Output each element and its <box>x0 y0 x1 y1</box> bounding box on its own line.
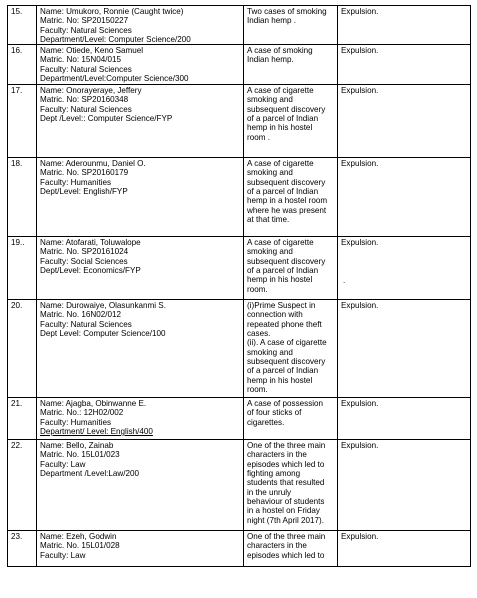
faculty: Faculty: Law <box>40 550 86 560</box>
offence <box>244 45 338 85</box>
student-details <box>37 300 244 398</box>
student-name: Name: Otiede, Keno Samuel <box>40 46 144 56</box>
offence-line: in the unruly <box>247 487 292 497</box>
offence-line: students that resulted <box>247 478 325 488</box>
serial-number: 21. <box>8 398 37 440</box>
student-name: Name: Umukoro, Ronnie (Caught twice) <box>40 7 184 16</box>
student-name: Name: Ezeh, Godwin <box>40 532 117 542</box>
offence-line: smoking and <box>247 247 293 257</box>
offence-line: subsequent discovery <box>247 177 326 187</box>
student-name: Name: Aderounmu, Daniel O. <box>40 159 146 169</box>
matric-number: Matric. No: SP20150227 <box>40 16 129 26</box>
student-details <box>37 45 244 85</box>
serial-number: 19.. <box>8 237 37 300</box>
department-level: Dept Level: Computer Science/100 <box>40 329 166 339</box>
offence-line: subsequent discovery <box>247 104 326 114</box>
offence-line: Two cases of smoking <box>247 7 327 16</box>
table-row <box>8 440 471 531</box>
offence-line: smoking and <box>247 347 293 357</box>
offence-line: of a parcel of Indian <box>247 114 319 124</box>
penalty: Expulsion. <box>338 300 471 398</box>
table-row <box>8 158 471 237</box>
table-row <box>8 237 471 300</box>
department-level: Department/Level: Computer Science/200 <box>40 34 191 44</box>
penalty-text: Expulsion. <box>341 238 379 248</box>
department-level: Department /Level:Law/200 <box>40 469 139 479</box>
offence-line: night (7th April 2017). <box>247 515 324 525</box>
table-row <box>8 531 471 567</box>
offence-line: smoking and <box>247 168 293 178</box>
matric-number: Matric. No. SP20160179 <box>40 168 129 178</box>
matric-number: Matric. No. SP20161024 <box>40 247 129 257</box>
offence <box>244 85 338 158</box>
penalty: Expulsion. <box>338 531 471 567</box>
penalty-note: . <box>343 276 346 286</box>
student-name: Name: Bello, Zainab <box>40 441 114 451</box>
faculty: Faculty: Social Sciences <box>40 256 128 266</box>
student-details <box>37 440 244 531</box>
student-name: Name: Ajagba, Obinwanne E. <box>40 399 147 409</box>
offence-line: of a parcel of Indian <box>247 187 319 197</box>
penalty: Expulsion. <box>338 440 471 531</box>
offence-line: episodes which led to <box>247 459 325 469</box>
faculty: Faculty: Natural Sciences <box>40 104 132 114</box>
offence <box>244 6 338 45</box>
offence <box>244 531 338 567</box>
faculty: Faculty: Law <box>40 459 86 469</box>
penalty: Expulsion. <box>338 398 471 440</box>
offence-line: characters in the <box>247 541 307 551</box>
penalty: Expulsion. <box>338 85 471 158</box>
offence-line: repeated phone theft <box>247 319 322 329</box>
department-level: Dept /Level:: Computer Science/FYP <box>40 114 173 124</box>
table-row <box>8 85 471 158</box>
offence-line: hemp in a hostel room <box>247 196 328 206</box>
offence-line: hemp in his hostel <box>247 275 313 285</box>
offence-line: One of the three main <box>247 532 326 542</box>
penalty: Expulsion. <box>338 45 471 85</box>
penalty: Expulsion. <box>338 6 471 45</box>
penalty <box>338 237 471 300</box>
matric-number: Matric. No. 15L01/023 <box>40 450 120 460</box>
penalty: Expulsion. <box>338 158 471 237</box>
offence-line: of a parcel of Indian <box>247 266 319 276</box>
student-details <box>37 237 244 300</box>
offence-line: smoking and <box>247 95 293 105</box>
penalty-spacer <box>341 247 467 275</box>
department-level: Dept/Level: English/FYP <box>40 187 128 197</box>
offence-line: A case of cigarette <box>247 238 314 248</box>
student-name: Name: Atofarati, Toluwalope <box>40 238 141 248</box>
offence-line: characters in the <box>247 450 307 460</box>
disciplinary-records-table <box>7 5 471 567</box>
offence <box>244 398 338 440</box>
serial-number: 17. <box>8 85 37 158</box>
student-name: Name: Onorayeraye, Jeffery <box>40 86 142 96</box>
offence-line: hemp in his hostel <box>247 375 313 385</box>
offence-line: at that time. <box>247 214 290 224</box>
serial-number: 23. <box>8 531 37 567</box>
student-details <box>37 531 244 567</box>
serial-number: 20. <box>8 300 37 398</box>
serial-number: 22. <box>8 440 37 531</box>
faculty: Faculty: Natural Sciences <box>40 319 132 329</box>
offence <box>244 237 338 300</box>
matric-number: Matric. No: SP20160348 <box>40 95 129 105</box>
offence-line: room. <box>247 284 268 294</box>
faculty: Faculty: Natural Sciences <box>40 64 132 74</box>
offence-line: subsequent discovery <box>247 256 326 266</box>
offence-line: connection with <box>247 310 303 320</box>
offence-line: cigarettes. <box>247 417 285 427</box>
offence-line: A case of cigarette <box>247 159 314 169</box>
offence-line: of four sticks of <box>247 408 302 418</box>
offence-line: Indian hemp . <box>247 16 297 26</box>
offence-line: A case of possession <box>247 399 324 409</box>
offence-line: room. <box>247 384 268 394</box>
offence <box>244 440 338 531</box>
offence-line: subsequent discovery <box>247 356 326 366</box>
offence <box>244 300 338 398</box>
matric-number: Matric. No.: 12H02/002 <box>40 408 124 418</box>
offence-line: A case of smoking <box>247 46 313 56</box>
table-row <box>8 300 471 398</box>
offence-line: room . <box>247 132 270 142</box>
offence-line: (i)Prime Suspect in <box>247 301 316 311</box>
offence <box>244 158 338 237</box>
serial-number: 18. <box>8 158 37 237</box>
offence-line: of a parcel of Indian <box>247 366 319 376</box>
faculty: Faculty: Humanities <box>40 177 112 187</box>
matric-number: Matric. No. 15L01/028 <box>40 541 120 551</box>
department-level: Department/ Level: English/400 <box>40 427 153 437</box>
student-details <box>37 6 244 45</box>
table-row <box>8 45 471 85</box>
offence-line: cases. <box>247 329 271 339</box>
offence-line: Indian hemp. <box>247 55 294 65</box>
department-level: Department/Level:Computer Science/300 <box>40 74 189 84</box>
department-level: Dept/Level: Economics/FYP <box>40 266 141 276</box>
faculty: Faculty: Natural Sciences <box>40 25 132 35</box>
offence-line: hemp in his hostel <box>247 123 313 133</box>
offence-line: (ii). A case of cigarette <box>247 338 327 348</box>
offence-line: episodes which led to <box>247 550 325 560</box>
offence-line: where he was present <box>247 205 327 215</box>
serial-number: 15. <box>8 6 37 45</box>
table-row <box>8 398 471 440</box>
offence-line: A case of cigarette <box>247 86 314 96</box>
student-details <box>37 85 244 158</box>
matric-number: Matric. No. 16N02/012 <box>40 310 121 320</box>
offence-line: fighting among <box>247 469 301 479</box>
table-row <box>8 6 471 45</box>
offence-line: One of the three main <box>247 441 326 451</box>
faculty: Faculty: Humanities <box>40 417 112 427</box>
student-name: Name: Durowaiye, Olasunkanmi S. <box>40 301 166 311</box>
offence-line: behaviour of students <box>247 496 325 506</box>
serial-number: 16. <box>8 45 37 85</box>
student-details <box>37 158 244 237</box>
student-details <box>37 398 244 440</box>
matric-number: Matric. No: 15N04/015 <box>40 55 121 65</box>
offence-line: in a hostel on Friday <box>247 506 320 516</box>
